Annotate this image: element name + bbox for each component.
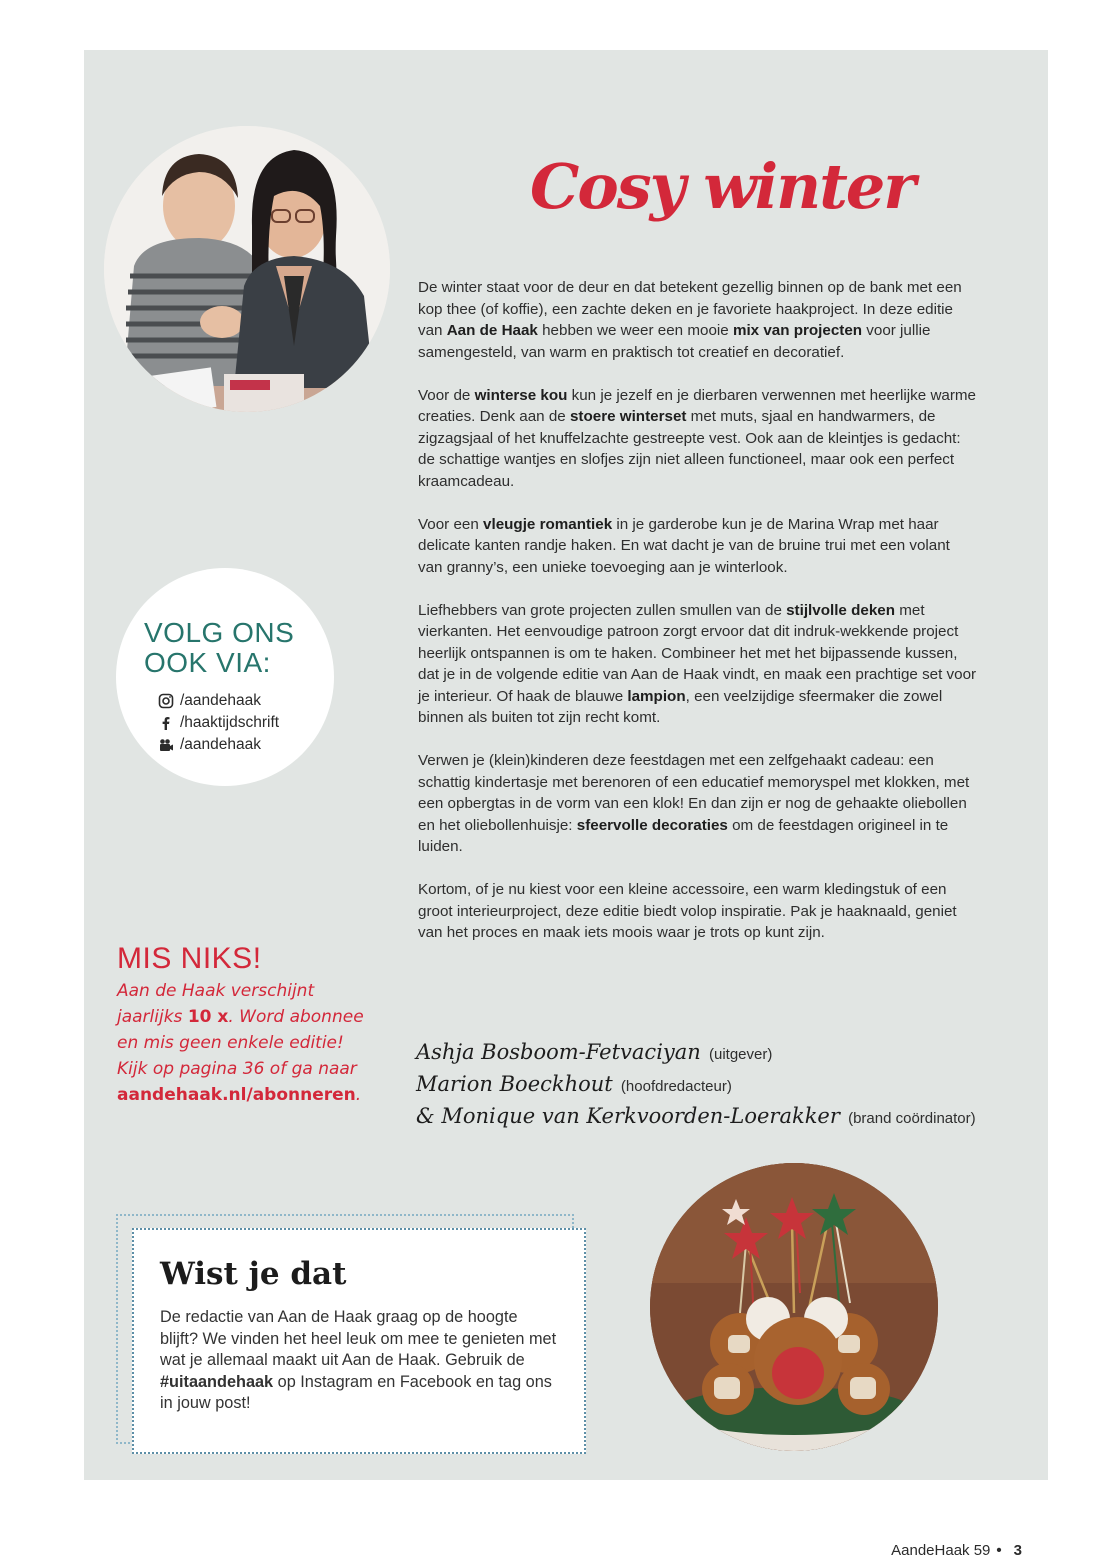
signature-line bbox=[416, 1068, 976, 1100]
text-run: Voor een bbox=[418, 515, 484, 533]
emphasis: Aan de Haak bbox=[446, 322, 538, 339]
subscribe-title: MIS NIKS! bbox=[117, 942, 262, 975]
follow-us-title-line: VOLG ONS bbox=[144, 617, 295, 648]
signature-line bbox=[416, 1100, 976, 1132]
emphasis: lampion bbox=[627, 687, 686, 705]
signature-name: Ashja Bosboom-Fetvaciyan bbox=[416, 1040, 701, 1064]
social-link-facebook[interactable] bbox=[158, 712, 328, 734]
signature-name: & Monique van Kerkvoorden-Loerakker bbox=[416, 1104, 840, 1128]
text-run: om de feestdagen origineel in te luiden. bbox=[418, 816, 949, 855]
instagram-icon bbox=[158, 693, 174, 709]
social-link-instagram[interactable] bbox=[158, 690, 328, 712]
facebook-icon bbox=[158, 715, 174, 731]
subscribe-link[interactable]: aandehaak.nl/abonneren bbox=[117, 1085, 356, 1105]
subscribe-frequency: 10 x bbox=[187, 1007, 229, 1027]
subscribe-text-part: . Word abonnee en mis geen enkele editie! Kijk op pagina 36 of ga naar bbox=[117, 1007, 364, 1079]
hashtag: #uitaandehaak bbox=[160, 1372, 274, 1391]
follow-us-circle bbox=[116, 568, 334, 786]
follow-us-title-line: OOK VIA: bbox=[144, 647, 271, 678]
signature-line bbox=[416, 1036, 976, 1068]
crochet-illustration bbox=[650, 1163, 938, 1451]
crochet-photo bbox=[650, 1163, 938, 1451]
signature-role: (brand coördinator) bbox=[848, 1110, 976, 1127]
page-title: Cosy winter bbox=[530, 150, 914, 223]
magazine-issue: AandeHaak 59 bbox=[891, 1542, 991, 1559]
did-you-know-title: Wist je dat bbox=[160, 1256, 347, 1292]
signatures bbox=[416, 1036, 976, 1132]
text-run: Voor de bbox=[418, 386, 475, 404]
editors-illustration bbox=[104, 126, 390, 412]
intro-paragraph bbox=[418, 514, 978, 579]
text-run: Verwen je (klein)kinderen deze feestdagen met een zelfgehaakt cadeau: een schattig kindertasje met berenoren of een educatief memoryspel met klokken, met een opbergtas in de vorm van een klok! En dan zijn er nog de gehaakte oliebollen en het oliebollenhuisje: bbox=[418, 752, 970, 834]
emphasis: stoere winterset bbox=[569, 408, 687, 425]
emphasis: vleugje romantiek bbox=[483, 515, 613, 533]
signature-role: (uitgever) bbox=[709, 1046, 773, 1063]
emphasis: stijlvolle deken bbox=[786, 601, 895, 619]
text-run: Liefhebbers van grote projecten zullen smullen van de bbox=[418, 601, 787, 619]
social-link-youtube[interactable] bbox=[158, 734, 328, 756]
signature-role: (hoofdredacteur) bbox=[620, 1078, 732, 1095]
editors-photo bbox=[104, 126, 390, 412]
text-run: , een veelzijdige sfeermaker die zowel binnen als buiten tot zijn recht komt. bbox=[418, 687, 943, 726]
subscribe-promo bbox=[117, 942, 377, 1108]
page-footer bbox=[891, 1542, 1022, 1559]
did-you-know-text-part: op Instagram en Facebook en tag ons in jouw post! bbox=[160, 1372, 552, 1413]
youtube-icon bbox=[158, 737, 174, 753]
intro-paragraph bbox=[418, 277, 978, 363]
text-run: in je garderobe kun je de Marina Wrap met haar delicate kanten randje haken. En wat dacht je van de bruine trui met een volant van granny’s, een unieke toevoeging aan je winterlook. bbox=[418, 515, 950, 576]
text-run: De winter staat voor de deur en dat betekent gezellig binnen op de bank met een kop thee (of koffie), een zachte deken en je favoriete haakproject. In deze editie van bbox=[418, 279, 962, 339]
did-you-know-text bbox=[160, 1307, 560, 1415]
emphasis: sfeervolle decoraties bbox=[576, 816, 728, 834]
footer-separator: • bbox=[996, 1542, 1002, 1559]
intro-paragraph bbox=[418, 600, 978, 729]
text-run: hebben we weer een mooie bbox=[537, 322, 733, 339]
social-handle: /haaktijdschrift bbox=[180, 714, 280, 731]
text-run: met muts, sjaal en handwarmers, de zigzagsjaal of het knuffelzachte gestreepte vest. Ook aan de kleintjes is gedacht: de schattige wantjes en slofjes zijn niet alleen functioneel, maar ook een perfect kraamcadeau. bbox=[418, 408, 961, 490]
text-run: met vierkanten. Het eenvoudige patroon zorgt ervoor dat dit indruk-wekkende project heerlijk ontspannen is om te haken. Combineer het met het bijpassende kussen, dat je in de volgende editie van Aan de Haak vindt, en maak een prachtige set voor je interieur. Of haak de blauwe bbox=[418, 601, 977, 705]
intro-paragraph bbox=[418, 750, 978, 858]
intro-paragraph bbox=[418, 879, 978, 944]
subscribe-text-part: Aan de Haak verschijnt jaarlijks bbox=[117, 981, 315, 1027]
emphasis: winterse kou bbox=[474, 386, 568, 404]
text-run: voor jullie samengesteld, van warm en praktisch tot creatief en decoratief. bbox=[418, 322, 931, 361]
follow-us-title bbox=[144, 618, 324, 678]
subscribe-text-part: . bbox=[355, 1085, 362, 1105]
text-run: Kortom, of je nu kiest voor een kleine accessoire, een warm kledingstuk of een groot interieurproject, deze editie biedt volop inspiratie. Pak je haaknaald, geniet van het proces en maak iets moois waar je trots op kunt zijn. bbox=[418, 881, 957, 941]
text-run: kun je jezelf en je dierbaren verwennen met heerlijke warme creaties. Denk aan de bbox=[418, 386, 977, 425]
social-links bbox=[158, 690, 328, 756]
intro-text bbox=[418, 277, 978, 965]
social-handle: /aandehaak bbox=[180, 692, 262, 709]
emphasis: mix van projecten bbox=[732, 322, 863, 339]
page-number: 3 bbox=[1013, 1542, 1022, 1559]
signature-name: Marion Boeckhout bbox=[416, 1072, 613, 1096]
social-handle: /aandehaak bbox=[180, 736, 262, 753]
subscribe-text bbox=[117, 978, 377, 1108]
did-you-know-text-part: De redactie van Aan de Haak graag op de hoogte blijft? We vinden het heel leuk om mee te genieten met wat je allemaal maakt uit Aan de Haak. Gebruik de bbox=[160, 1308, 557, 1370]
intro-paragraph bbox=[418, 385, 978, 493]
